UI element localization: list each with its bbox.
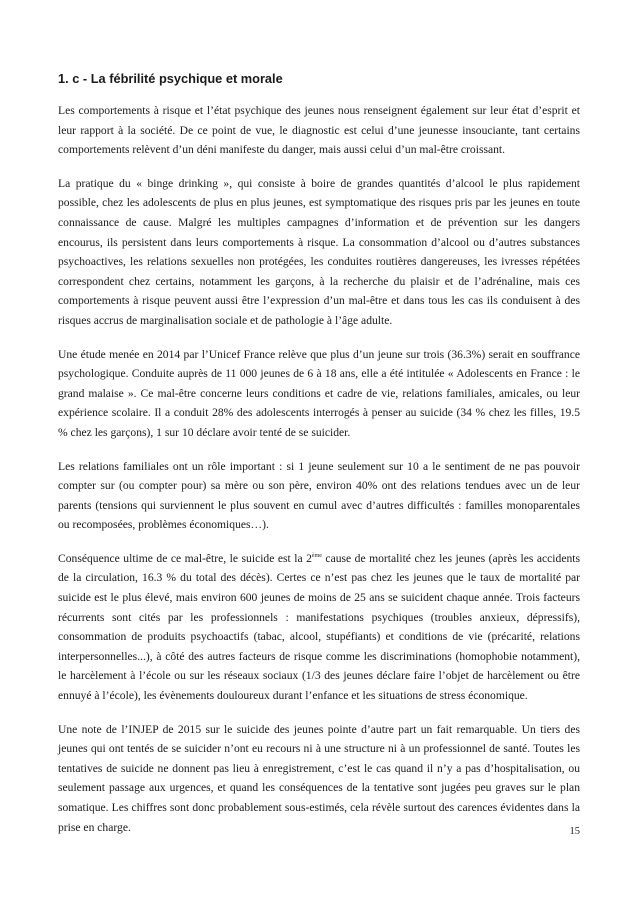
page-number: 15 (569, 826, 580, 837)
paragraph-suicide (58, 549, 580, 706)
paragraph-unicef-study: Une étude menée en 2014 par l’Unicef France relève que plus d’un jeune sur trois (36.3%) serait en souffrance psychologique. Conduite auprès de 11 000 jeunes de 6 à 18 ans, elle a été intitulée « Adolescents en France : le grand malaise ». Ce mal-être concerne leurs conditions et cadre de vie, relations familiales, amicales, ou leur expérience scolaire. Il a conduit 28% des adolescents interrogés à penser au suicide (34 % chez les filles, 19.5 % chez les garçons), 1 sur 10 déclare avoir tenté de se suicider. (58, 347, 580, 439)
page-content (58, 70, 580, 851)
ordinal-superscript: ème (311, 552, 322, 559)
section-heading: 1. c - La fébrilité psychique et morale (58, 71, 283, 86)
paragraph-suicide-rest: cause de mortalité chez les jeunes (après les accidents de la circulation, 16.3 % du total des décès). Certes ce n’est pas chez les jeunes que le taux de mortalité par suicide est le plus élevé, mais environ 600 jeunes de moins de 25 ans se suicident chaque année. Trois facteurs récurrents sont cités par les professionnels : manifestations psychiques (troubles anxieux, dépressifs), consommation de produits psychoactifs (tabac, alcool, stupéfiants) et conditions de vie (précarité, relations interpersonnelles...), à côté des autres facteurs de risque comme les discriminations (homophobie notamment), le harcèlement à l’école ou sur les réseaux sociaux (1/3 des jeunes déclare faire l’objet de harcèlement ou être ennuyé à l’école), les évènements douloureux durant l’enfance et les situations de stress économique. (58, 551, 580, 703)
paragraph-injep-note: Une note de l’INJEP de 2015 sur le suicide des jeunes pointe d’autre part un fait remarquable. Un tiers des jeunes qui ont tentés de se suicider n’ont eu recours ni à une structure ni à un professionnel de santé. Toutes les tentatives de suicide ne donnent pas lieu à enregistrement, c’est le cas quand il n’y a pas d’hospitalisation, ou seulement passage aux urgences, et quand les conséquences de la tentative sont jugées peu graves sur le plan somatique. Les chiffres sont donc probablement sous-estimés, cela révèle surtout des carences évidentes dans la prise en charge. (58, 722, 580, 834)
paragraph-binge-drinking: La pratique du « binge drinking », qui consiste à boire de grandes quantités d’alcool le plus rapidement possible, chez les adolescents de plus en plus jeunes, est symptomatique des risques pris par les jeunes en toute connaissance de cause. Malgré les multiples campagnes d’information et de prévention sur les dangers encourus, ils persistent dans leurs comportements à risque. La consommation d’alcool ou d’autres substances psychoactives, les relations sexuelles non protégées, les conduites routières dangereuses, les ivresses répétées correspondent chez certains, notamment les garçons, à la recherche du plaisir et de l’adrénaline, mais ces comportements à risque peuvent aussi être l’expression d’un mal-être et dans tous les cas ils conduisent à des risques accrus de marginalisation sociale et de pathologie à l’âge adulte. (58, 176, 580, 327)
paragraph-intro: Les comportements à risque et l’état psychique des jeunes nous renseignent également sur leur état d’esprit et leur rapport à la société. De ce point de vue, le diagnostic est celui d’une jeunesse insouciante, tant certains comportements relèvent d’un déni manifeste du danger, mais aussi celui d’un mal-être croissant. (58, 104, 580, 157)
paragraph-family-relations: Les relations familiales ont un rôle important : si 1 jeune seulement sur 10 a le sentiment de ne pas pouvoir compter sur (ou compter pour) sa mère ou son père, environ 40% ont des relations tendues avec un de leur parents (tensions qui surviennent le plus souvent en cumul avec d’autres difficultés : familles monoparentales ou recomposées, problèmes économiques…). (58, 459, 580, 532)
paragraph-suicide-start: Conséquence ultime de ce mal-être, le suicide est la 2 (58, 551, 312, 565)
